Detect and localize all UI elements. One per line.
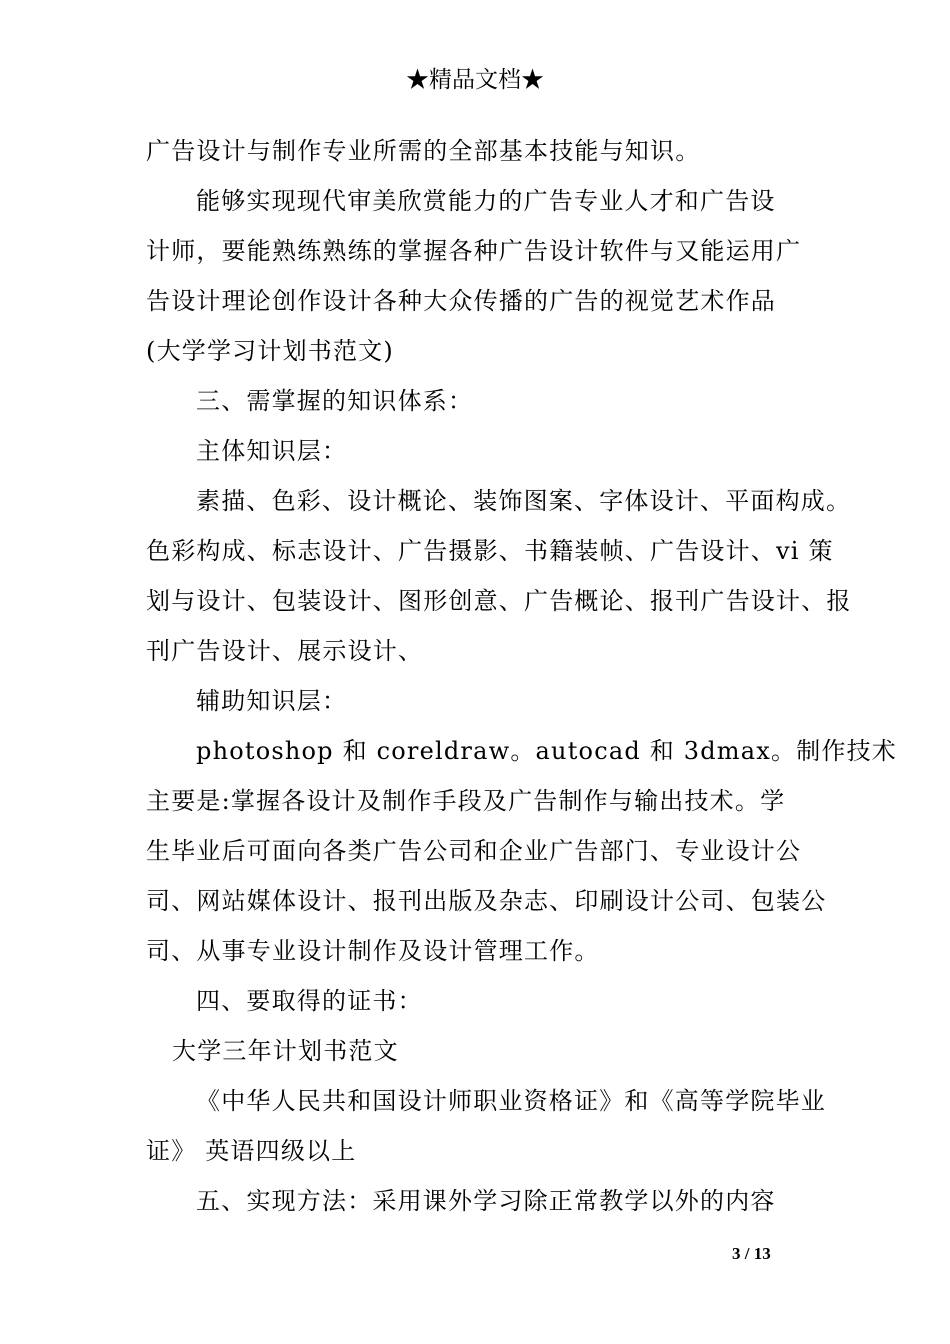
text-line: 素描、色彩、设计概论、装饰图案、字体设计、平面构成。	[196, 487, 852, 515]
text-line: 广告设计与制作专业所需的全部基本技能与知识。	[146, 137, 701, 165]
text-line: photoshop 和 coreldraw。autocad 和 3dmax。制作技术	[196, 737, 898, 765]
text-line: 司、网站媒体设计、报刊出版及杂志、印刷设计公司、包装公	[146, 887, 827, 915]
section-heading: 三、需掌握的知识体系：	[196, 387, 474, 415]
page-number: 3 / 13	[732, 1244, 771, 1263]
text-line: 计师，要能熟练熟练的掌握各种广告设计软件与又能运用广	[146, 237, 802, 265]
section-heading: 四、要取得的证书：	[196, 987, 423, 1015]
text-line: 《中华人民共和国设计师职业资格证》和《高等学院毕业	[196, 1087, 826, 1115]
text-line: 划与设计、包装设计、图形创意、广告概论、报刊广告设计、报	[146, 587, 852, 615]
text-line: 告设计理论创作设计各种大众传播的广告的视觉艺术作品	[146, 287, 776, 315]
text-line: 能够实现现代审美欣赏能力的广告专业人才和广告设	[196, 187, 776, 215]
text-line: 色彩构成、标志设计、广告摄影、书籍装帧、广告设计、vi 策	[146, 537, 834, 565]
text-line: 司、从事专业设计制作及设计管理工作。	[146, 937, 600, 965]
inline-title: 大学三年计划书范文	[172, 1037, 399, 1065]
text-line: 刊广告设计、展示设计、	[146, 637, 424, 665]
text-line: 主要是:掌握各设计及制作手段及广告制作与输出技术。学	[146, 787, 786, 815]
subsection-heading: 主体知识层：	[196, 437, 348, 465]
text-line: (大学学习计划书范文)	[146, 337, 394, 365]
subsection-heading: 辅助知识层：	[196, 687, 348, 715]
document-body	[146, 126, 898, 1226]
document-header: ★精品文档★	[406, 67, 544, 93]
section-heading: 五、实现方法：采用课外学习除正常教学以外的内容	[196, 1187, 776, 1215]
text-line: 生毕业后可面向各类广告公司和企业广告部门、专业设计公	[146, 837, 802, 865]
text-line: 证》 英语四级以上	[146, 1137, 357, 1165]
